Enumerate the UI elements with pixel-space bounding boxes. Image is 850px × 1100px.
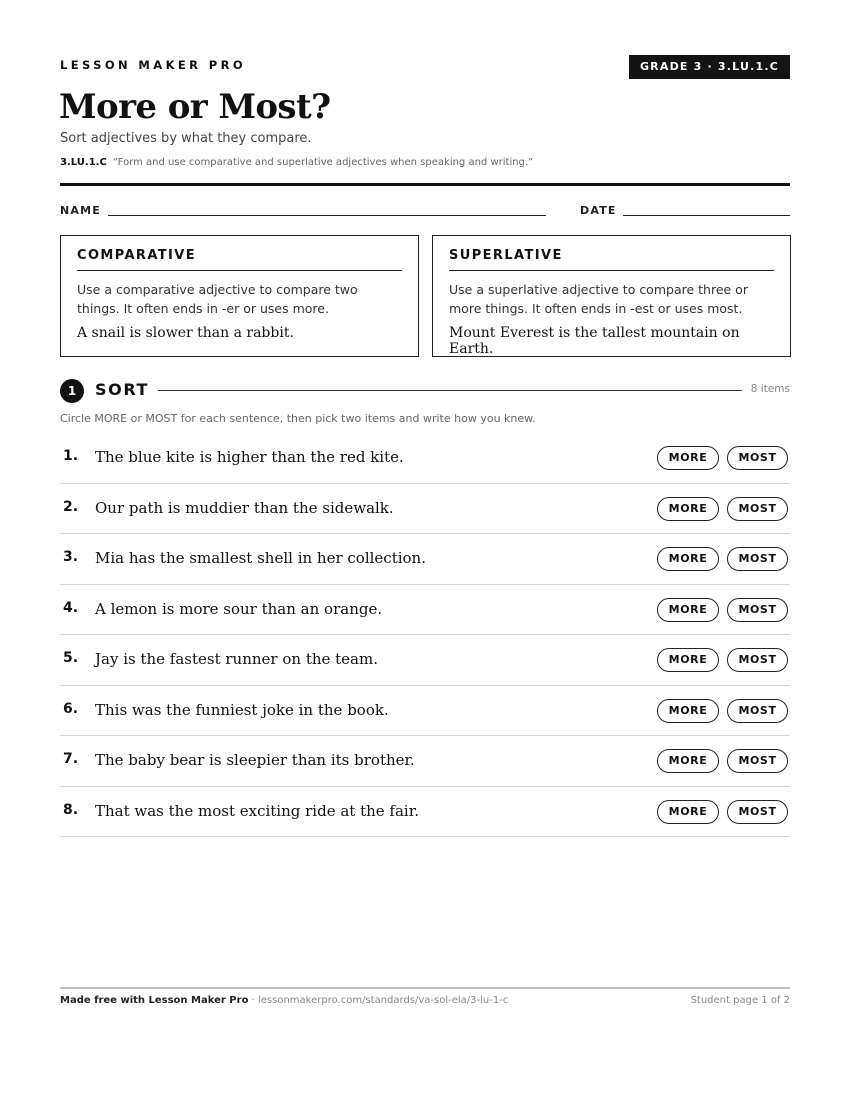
more-choice[interactable]: MORE [657,446,719,470]
more-choice[interactable]: MORE [657,800,719,824]
page-title: More or Most? [59,87,331,127]
grade-badge: GRADE 3 · 3.LU.1.C [629,55,790,79]
item-sentence: That was the most exciting ride at the fair. [95,801,419,820]
item-sentence: Our path is muddier than the sidewalk. [95,498,394,517]
sentence-list [60,433,790,837]
superlative-definition: Use a superlative adjective to compare three or more things. It often ends in -est or uses most. [449,282,748,316]
list-item [60,585,790,636]
most-choice[interactable]: MOST [727,598,788,622]
name-label: NAME [60,204,101,217]
brand-name: LESSON MAKER PRO [60,58,247,72]
item-number: 2. [63,498,79,515]
most-choice[interactable]: MOST [727,497,788,521]
list-item [60,635,790,686]
item-number: 4. [63,599,79,616]
more-choice[interactable]: MORE [657,648,719,672]
superlative-example: Mount Everest is the tallest mountain on Earth. [449,325,740,357]
superlative-title: SUPERLATIVE [449,248,774,271]
footer-page-number: Student page 1 of 2 [690,995,790,1006]
standard-code: 3.LU.1.C [60,157,107,168]
more-choice[interactable]: MORE [657,547,719,571]
item-number: 1. [63,448,79,464]
item-sentence: Mia has the smallest shell in her collection. [95,549,426,567]
footer-made-with: Made free with Lesson Maker Pro [60,995,249,1006]
item-sentence: The blue kite is higher than the red kite. [95,448,404,466]
more-choice[interactable]: MORE [657,598,719,622]
footer-credit [60,995,508,1006]
item-number: 6. [63,700,79,717]
page-subtitle: Sort adjectives by what they compare. [60,131,312,146]
item-sentence: Jay is the fastest runner on the team. [95,650,378,668]
name-field[interactable] [108,215,546,216]
most-choice[interactable]: MOST [727,800,788,824]
comparative-title: COMPARATIVE [77,248,402,271]
section-title: SORT [95,380,150,399]
comparative-definition: Use a comparative adjective to compare two things. It often ends in -er or uses more. [77,282,358,316]
footer-divider [60,987,790,989]
footer-url[interactable]: · lessonmakerpro.com/standards/va-sol-ela/3-lu-1-c [248,995,509,1006]
most-choice[interactable]: MOST [727,446,788,470]
item-sentence: This was the funniest joke in the book. [95,700,389,719]
date-label: DATE [580,204,617,217]
standard-line [60,157,533,168]
item-number: 7. [63,751,79,767]
standard-text: “Form and use comparative and superlative adjectives when speaking and writing.” [112,157,534,168]
more-choice[interactable]: MORE [657,497,719,521]
item-count: 8 items [750,383,790,395]
list-item [60,736,790,787]
list-item [60,534,790,585]
most-choice[interactable]: MOST [727,749,788,773]
item-sentence: A lemon is more sour than an orange. [95,599,383,618]
header-divider [60,183,790,186]
section-instructions: Circle MORE or MOST for each sentence, then pick two items and write how you knew. [60,412,536,425]
more-choice[interactable]: MORE [657,749,719,773]
item-number: 3. [63,549,79,565]
section-number-badge: 1 [60,379,84,403]
most-choice[interactable]: MOST [727,547,788,571]
section-divider [158,390,742,391]
comparative-example: A snail is slower than a rabbit. [77,325,294,341]
date-field[interactable] [623,215,790,216]
item-sentence: The baby bear is sleepier than its brother. [95,751,415,769]
more-choice[interactable]: MORE [657,699,719,723]
list-item [60,433,790,484]
superlative-box [432,235,791,357]
list-item [60,686,790,737]
comparative-box [60,235,419,357]
most-choice[interactable]: MOST [727,648,788,672]
item-number: 8. [63,801,79,818]
item-number: 5. [63,650,79,666]
list-item [60,787,790,838]
list-item [60,484,790,535]
most-choice[interactable]: MOST [727,699,788,723]
